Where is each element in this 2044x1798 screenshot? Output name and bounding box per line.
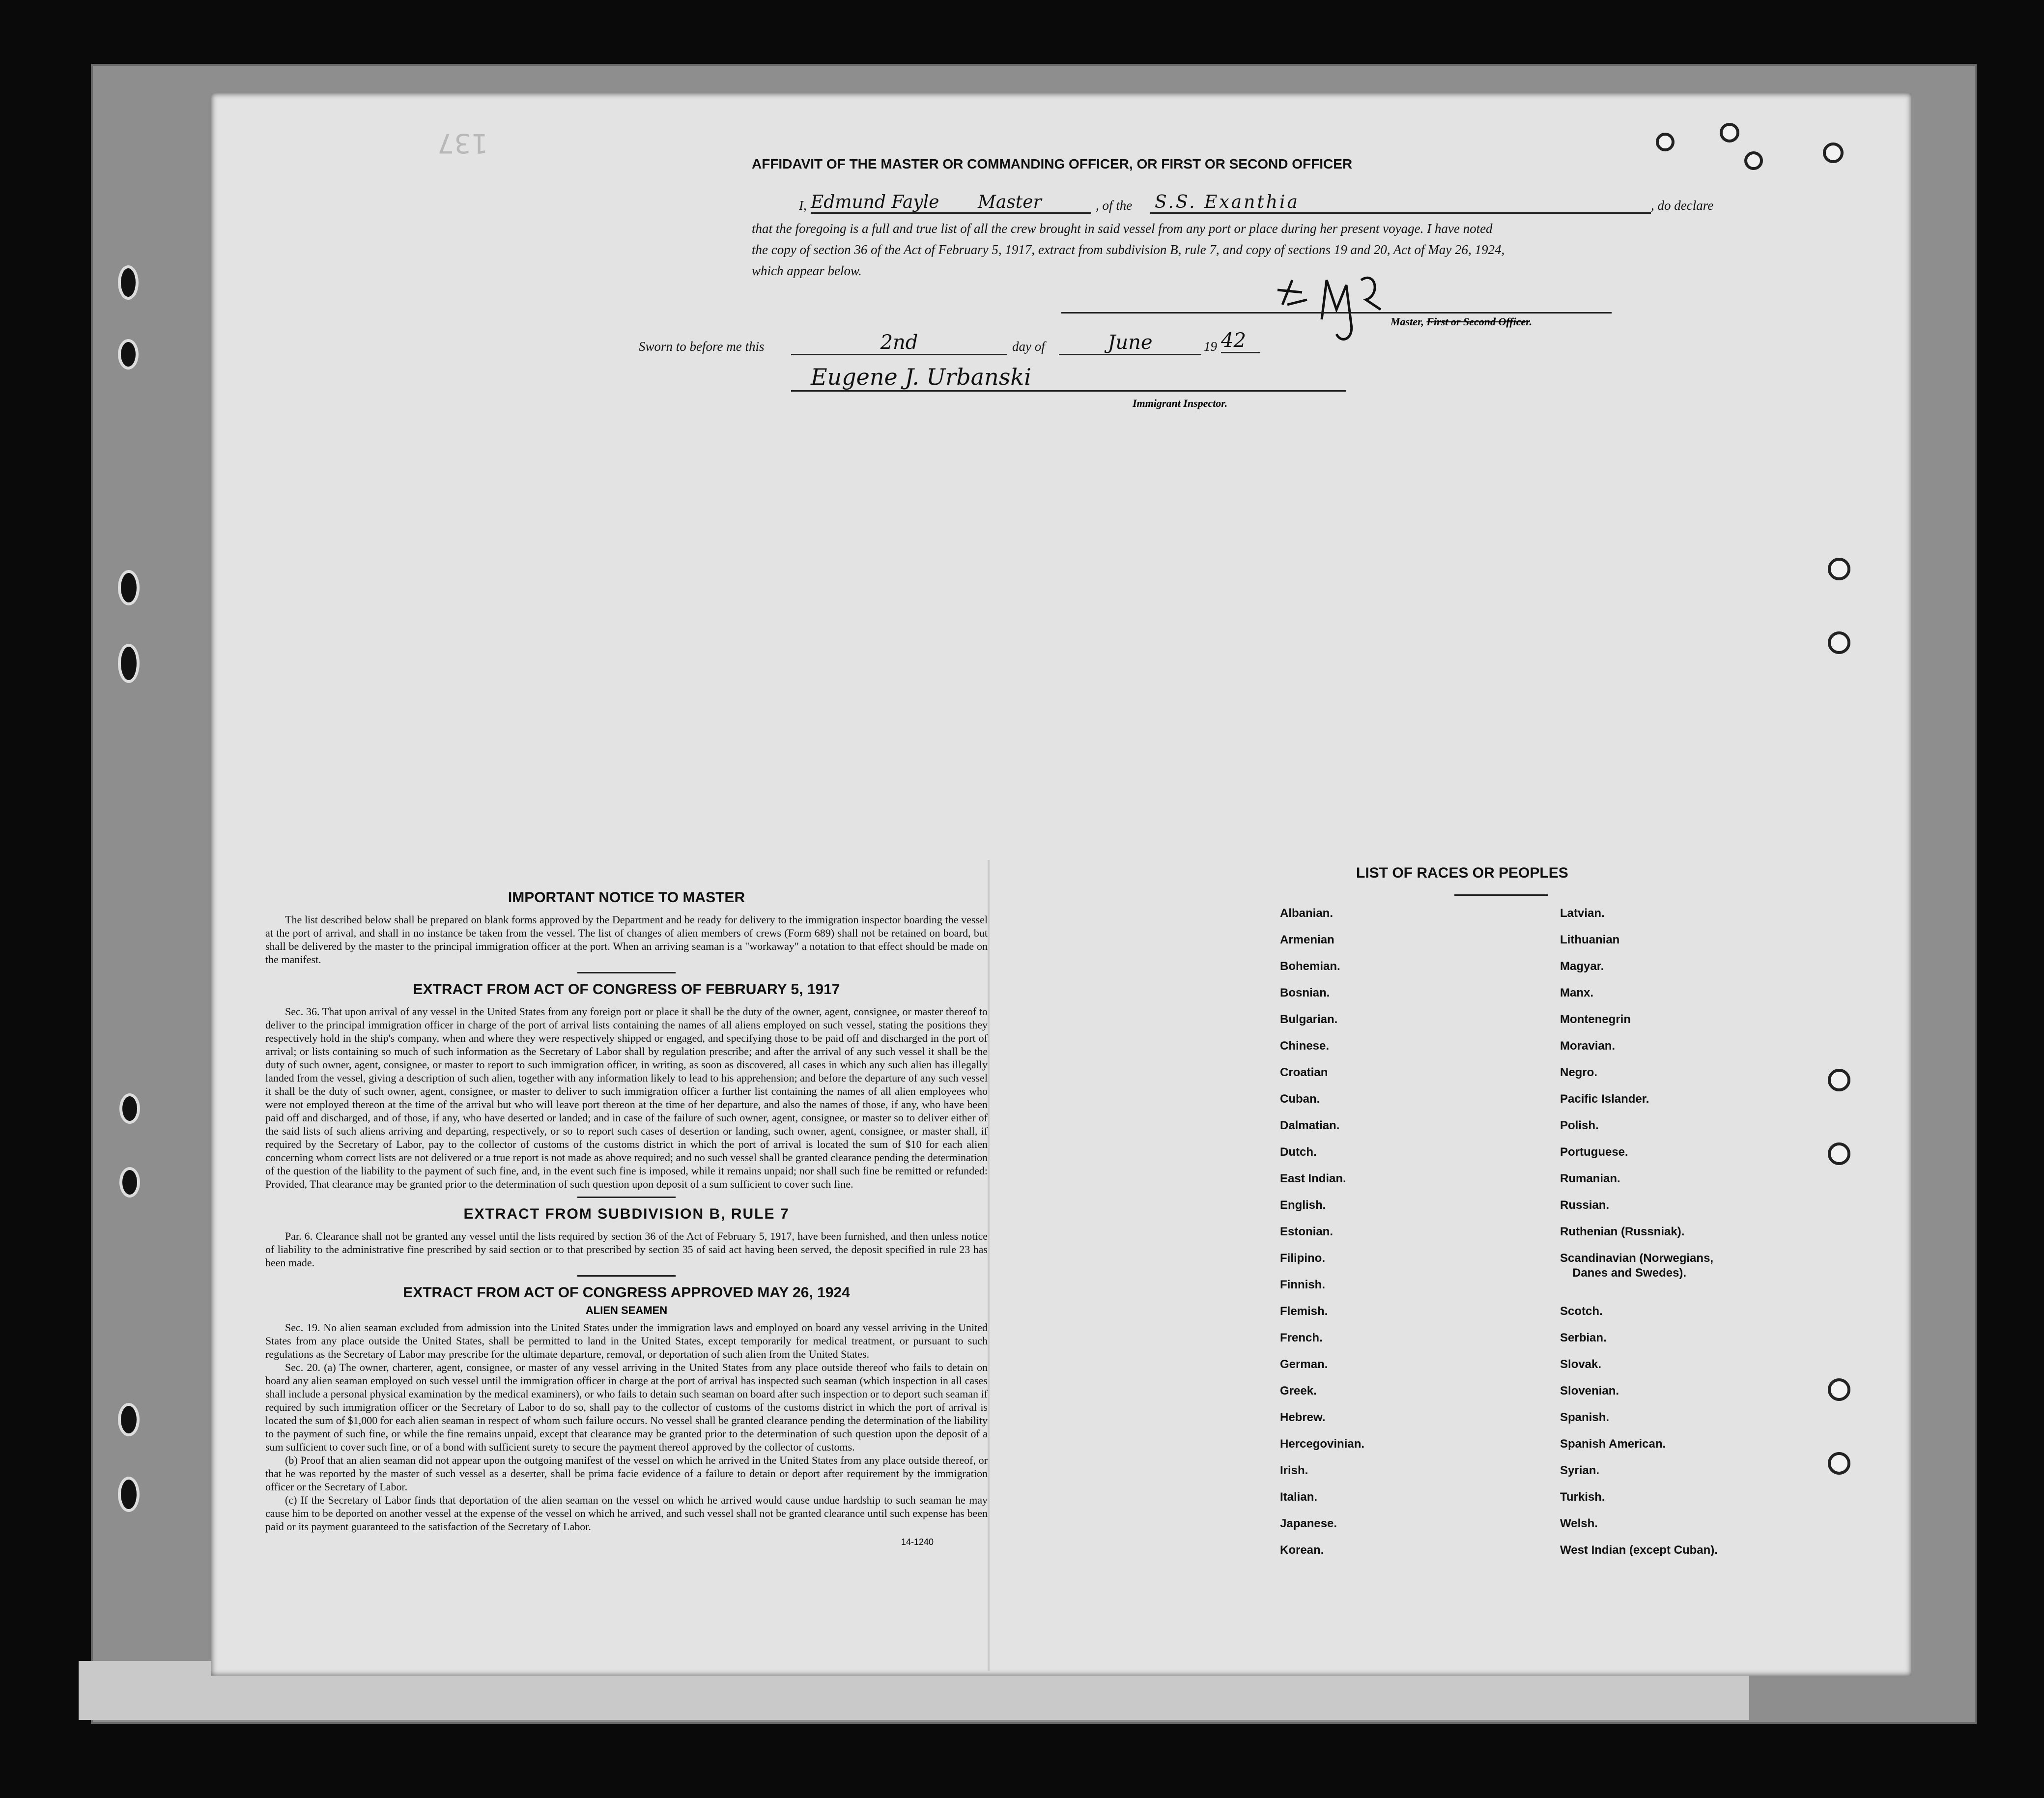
affidavit-title: AFFIDAVIT OF THE MASTER OR COMMANDING OFFICER, OR FIRST OR SECOND OFFICER	[752, 156, 1353, 171]
signature-caption-master: Master,	[1391, 315, 1424, 328]
extract-1924-sec20a: Sec. 20. (a) The owner, charterer, agent, consignee, or master of any vessel arriving in the United States from any place outside thereof who fails to detain on board any alien seaman employed on such vessel until the immigration officer in charge at the port of arrival has inspected such seaman (which inspection in all cases shall include a personal physical examination by the medical examiners), or who fails to detain such seaman on board after such inspection or to deport such seaman if required by such immigration officer or the Secretary of Labor to do so, shall pay to the collector of customs of the customs district in which the port of arrival is located the sum of $1,000 for each alien seaman in respect of whom such failure occurs. No vessel shall be granted clearance pending the determination of the liability to the payment of such fine, or while the fine remains unpaid, except that clearance may be granted prior to the determination of such question upon the deposit of a sum sufficient to cover such fine, or of a bond with sufficient surety to secure the payment thereof approved by the collector of customs.	[265, 1361, 988, 1453]
race-item: Serbian.	[1560, 1331, 1607, 1344]
master-name-field: Edmund Fayle	[811, 192, 978, 214]
form-number: 14-1240	[901, 1537, 934, 1547]
race-item: Slovenian.	[1560, 1384, 1619, 1398]
race-item: Armenian	[1280, 933, 1334, 946]
race-item: Ruthenian (Russniak).	[1560, 1225, 1685, 1238]
sworn-line	[639, 329, 1621, 358]
race-item: Spanish American.	[1560, 1437, 1666, 1451]
race-item: Hercegovinian.	[1280, 1437, 1365, 1451]
notice-divider	[577, 972, 676, 973]
subdivision-text: Par. 6. Clearance shall not be granted any vessel until the lists required by section 36 of the Act of February 5, 1917, have been furnished, and then unless notice of liability to the administrative fine prescribed by said section or to that prescribed by section 35 of said act having been served, the deposit specified in rule 23 has been made.	[265, 1230, 988, 1269]
sworn-year-field: 42	[1221, 329, 1260, 353]
punch-hole	[1828, 1378, 1850, 1401]
inspector-signature-field: Eugene J. Urbanski	[791, 364, 1346, 392]
vessel-field: S.S. Exanthia	[1150, 192, 1651, 214]
race-item: Magyar.	[1560, 960, 1604, 973]
day-of-text: day of	[1012, 339, 1045, 354]
race-item: Slovak.	[1560, 1358, 1602, 1371]
race-item: Scotch.	[1560, 1305, 1603, 1318]
race-item: Rumanian.	[1560, 1172, 1620, 1185]
punch-hole	[1828, 1069, 1850, 1091]
punch-hole	[1656, 133, 1675, 151]
race-item: Dalmatian.	[1280, 1119, 1340, 1132]
affidavit-first-line	[752, 192, 1715, 215]
race-item: Albanian.	[1280, 907, 1334, 920]
signature-caption-end: .	[1529, 315, 1533, 328]
race-item: English.	[1280, 1199, 1326, 1212]
affidavit-body-line-3: which appear below.	[752, 263, 862, 278]
notice-column	[265, 889, 988, 1547]
binder-hole	[118, 570, 140, 605]
race-item: Moravian.	[1560, 1039, 1616, 1053]
race-item: French.	[1280, 1331, 1323, 1344]
race-item: Flemish.	[1280, 1305, 1328, 1318]
race-item: Manx.	[1560, 986, 1594, 999]
binder-hole	[119, 1093, 140, 1124]
subdivision-divider	[577, 1275, 676, 1277]
punch-hole	[1828, 631, 1850, 654]
punch-hole	[1823, 143, 1844, 163]
binder-hole	[118, 265, 139, 300]
race-item: Polish.	[1560, 1119, 1599, 1132]
race-item: Italian.	[1280, 1490, 1318, 1504]
race-item: Spanish.	[1560, 1411, 1610, 1424]
races-title-underline	[1454, 894, 1548, 896]
extract-1924-sec19: Sec. 19. No alien seaman excluded from admission into the United States under the immigration laws and employed on board any vessel arriving in the United States from any place outside the United States, shall be permitted to land in the United States, except temporarily for medical treatment, or pursuant to such regulations as the Secretary of Labor may prescribe for the ultimate departure, removal, or deportation of such alien from the United States.	[265, 1321, 988, 1360]
binder-hole	[118, 1403, 140, 1436]
race-item: Welsh.	[1560, 1517, 1598, 1530]
race-item: Bohemian.	[1280, 960, 1340, 973]
extract-1924-subtitle: ALIEN SEAMEN	[585, 1304, 668, 1316]
race-item: Latvian.	[1560, 907, 1605, 920]
notice-text: The list described below shall be prepared on blank forms approved by the Department and be ready for delivery to the immigration inspector boarding the vessel at the port of arrival, and shall in no instance be taken from the vessel. The list of changes of alien members of crews (Form 689) shall not be retained on board, but shall be delivered by the master to the principal immigration officer at the port. When an arriving seaman is a "workaway" a notation to that effect should be made on the manifest.	[265, 913, 988, 966]
race-item: West Indian (except Cuban).	[1560, 1543, 1718, 1557]
race-item: Bosnian.	[1280, 986, 1330, 999]
page-fold	[988, 860, 990, 1671]
binder-hole	[118, 644, 140, 683]
race-item: East Indian.	[1280, 1172, 1346, 1185]
page-number: 137	[437, 128, 488, 159]
do-declare-text: , do declare	[1651, 198, 1714, 213]
punch-hole	[1720, 123, 1739, 143]
race-item: Pacific Islander.	[1560, 1092, 1649, 1106]
affidavit-i: I,	[799, 198, 807, 213]
race-item: Russian.	[1560, 1199, 1610, 1212]
race-item: Lithuanian	[1560, 933, 1620, 946]
binder-hole	[118, 339, 139, 370]
sworn-day-field: 2nd	[791, 331, 1007, 355]
race-item: Hebrew.	[1280, 1411, 1326, 1424]
inspector-caption: Immigrant Inspector.	[1133, 397, 1228, 409]
affidavit-body-line-2: the copy of section 36 of the Act of February 5, 1917, extract from subdivision B, rule 7, and copy of sections 19 and 20, Act of May 26, 1924,	[752, 242, 1505, 257]
race-item: Bulgarian.	[1280, 1013, 1338, 1026]
punch-hole	[1828, 558, 1850, 580]
race-item: German.	[1280, 1358, 1328, 1371]
race-item: Portuguese.	[1560, 1145, 1628, 1159]
race-item: Cuban.	[1280, 1092, 1320, 1106]
race-item: Croatian	[1280, 1066, 1328, 1079]
sworn-month-field: June	[1059, 331, 1201, 355]
extract-1924-title: EXTRACT FROM ACT OF CONGRESS APPROVED MAY 26, 1924	[403, 1284, 850, 1301]
sworn-text: Sworn to before me this	[639, 339, 765, 354]
signature-caption-struck: First or Second Officer	[1426, 315, 1530, 328]
race-item: Greek.	[1280, 1384, 1317, 1398]
race-item: Irish.	[1280, 1464, 1308, 1477]
rank-field: Master	[978, 192, 1091, 214]
race-item: Japanese.	[1280, 1517, 1337, 1530]
document-sheet	[211, 93, 1911, 1676]
race-item: Danes and Swedes).	[1572, 1266, 1687, 1280]
affidavit-body-line-1: that the foregoing is a full and true list of all the crew brought in said vessel from any port or place during her present voyage. I have noted	[752, 221, 1493, 236]
race-item: Turkish.	[1560, 1490, 1605, 1504]
binder-hole	[118, 1477, 140, 1512]
extract-1917-divider	[577, 1197, 676, 1198]
extract-1917-title: EXTRACT FROM ACT OF CONGRESS OF FEBRUARY 5, 1917	[413, 981, 840, 998]
of-the-text: , of the	[1096, 198, 1133, 213]
race-item: Montenegrin	[1560, 1013, 1631, 1026]
punch-hole	[1828, 1142, 1850, 1165]
extract-1924-sec20c: (c) If the Secretary of Labor finds that deportation of the alien seaman on the vessel on which he arrived would cause undue hardship to such seaman he may cause him to be deported on another vessel at the expense of the vessel on which he arrived, and such vessel shall not be granted clearance until such expense has been paid or its payment guaranteed to the satisfaction of the Secretary of Labor.	[265, 1494, 988, 1533]
race-item: Chinese.	[1280, 1039, 1330, 1053]
extract-1917-text: Sec. 36. That upon arrival of any vessel in the United States from any foreign port or place it shall be the duty of the owner, agent, consignee, or master thereof to deliver to the principal immigration officer in charge of the port of arrival lists containing the names of all aliens employed on such vessel, stating the positions they respectively hold in the ship's company, when and where they were respectively shipped or engaged, and specifying those to be paid off and discharged in the port of arrival; or lists containing so much of such information as the Secretary of Labor shall by regulation prescribe; and after the arrival of any such vessel it shall be the duty of such owner, agent, consignee, or master to report to such immigration officer, in writing, as soon as discovered, all cases in which any such alien has illegally landed from the vessel, giving a description of such alien, together with any information likely to lead to his apprehension; and before the departure of any such vessel it shall be the duty of such owner, agent, consignee, or master to deliver to such immigration officer a further list containing the names of all alien employees who were not employed thereon at the time of the arrival but who will leave port thereon at the time of her departure, and also the names of those, if any, who have been paid off and discharged, and of those, if any, who have deserted or landed; and in case of the failure of such owner, agent, consignee, or master so to deliver either of the said lists of such aliens arriving and departing, respectively, or so to report such cases of desertion or landing, such owner, agent, consignee, or master shall, if required by the Secretary of Labor, pay to the collector of customs of the customs district in which the port of arrival is located the sum of $10 for each alien concerning whom correct lists are not delivered or a true report is not made as above required; and no such vessel shall be granted clearance pending the determination of the question of the liability to the payment of such fine, and, in the event such fine is imposed, while it remains unpaid; nor shall such fine be remitted or refunded: Provided, That clearance may be granted prior to the determination of such question upon deposit of a sum sufficient to cover such fine.	[265, 1005, 988, 1190]
binder-hole	[119, 1167, 140, 1198]
subdivision-title: EXTRACT FROM SUBDIVISION B, RULE 7	[463, 1206, 790, 1222]
extract-1924-sec20b: (b) Proof that an alien seaman did not appear upon the outgoing manifest of the vessel on which he arrived in the United States from any place outside thereof, or that he was reported by the master of such vessel as a deserter, shall be prima facie evidence of a failure to detain or deport after requirement by the immigration officer or the Secretary of Labor.	[265, 1454, 988, 1493]
signature-caption	[1391, 315, 1532, 328]
race-item: Filipino.	[1280, 1252, 1325, 1265]
race-item: Negro.	[1560, 1066, 1598, 1079]
signature-line	[1061, 312, 1612, 314]
year-prefix: 19	[1204, 339, 1217, 354]
punch-hole	[1828, 1452, 1850, 1475]
race-item: Finnish.	[1280, 1278, 1325, 1291]
race-item: Estonian.	[1280, 1225, 1334, 1238]
punch-hole	[1744, 151, 1763, 170]
races-title: LIST OF RACES OR PEOPLES	[1356, 865, 1568, 881]
race-item: Korean.	[1280, 1543, 1324, 1557]
race-item: Syrian.	[1560, 1464, 1600, 1477]
race-item: Dutch.	[1280, 1145, 1317, 1159]
notice-title: IMPORTANT NOTICE TO MASTER	[508, 889, 745, 906]
race-item: Scandinavian (Norwegians,	[1560, 1252, 1714, 1265]
